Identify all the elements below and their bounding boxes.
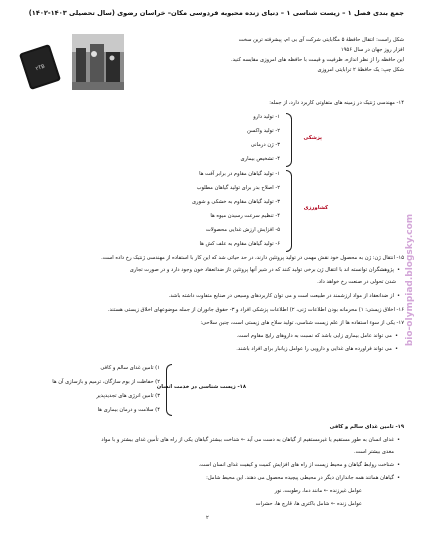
- intro-line-3: این حافظه را از نظر اندازه، ظرفیت و قیمت با حافظه های امروزی مقایسه کنید.: [230, 57, 404, 63]
- section19-line: عوامل زنده ← شامل باکتری ها، قارچ ها، حشرات: [255, 501, 362, 507]
- section19-line: • گیاهان همانند همه جانداران دیگر در محیطی پیچیده محصول می دهند. این محیط شامل:: [206, 476, 400, 481]
- section18-item: ۳) تامین انرژی های تجدیدپذیر: [96, 393, 160, 399]
- medical-brace: [286, 113, 292, 167]
- section19-line: • شناخت روابط گیاهان و محیط زیست از راه های افزایش کمیت و کیفیت غذای انسان است.: [198, 463, 400, 468]
- section17-item: • می تواند عامل بیماری زایی باشد که نسبت به داروهای رایج مقاوم است.: [237, 334, 398, 339]
- medical-label: پزشکی: [303, 135, 322, 141]
- hard-drive-photo: [18, 44, 62, 90]
- drive-label: ۲TB: [35, 63, 46, 73]
- section16-line: ۱۶- اخلاق زیستی: ۱) محرمانه بودن اطلاعات ژنی، ۲) اطلاعات پزشکی افراد و ۳- حقوق جانوران از جمله موضوعهای اخلاق زیستی هستند.: [107, 307, 404, 313]
- agri-brace: [286, 170, 292, 252]
- section15-line: شدن تحولی در صنعت رخ خواهد داد.: [317, 279, 396, 285]
- section19-line: مغذی بیشتر است.: [354, 449, 394, 455]
- section19-line: • غذای انسان به طور مستقیم یا غیرمستقیم از گیاهان به دست می آید ← شناخت بیشتر گیاهان یکی از راه های تأمین غذای بیشتر و با مواد: [101, 438, 400, 443]
- section14-heading: ۱۴- مهندسی ژنتیک در زمینه های متفاوتی کاربرد دارد، از جمله:: [269, 100, 404, 106]
- agri-item: ۱- تولید گیاهان مقاوم در برابر آفت ها: [199, 171, 280, 177]
- agri-item: ۴- تنظیم سرعت رسیدن میوه ها: [210, 213, 280, 219]
- intro-line-2: افزار روز جهان در سال ۱۹۵۶: [340, 47, 404, 53]
- section15-line: • پژوهشگران توانسته اند با انتقال ژن برخی تولید کنند که در شیر آنها پروتئین تاز ضدانعقاد خون وجود دارد و در صورت تجاری: [130, 268, 400, 273]
- watermark-text: bio-olympiad.blogsky.com: [405, 213, 415, 347]
- section15-line: • از ضدانعقاد از مواد ارزشمند در طبیعت است و می توان کاربردهای وسیعی در صنایع متفاوت داشته باشد.: [169, 294, 400, 299]
- agri-item: ۵- افزایش ارزش غذایی محصولات: [205, 227, 280, 233]
- intro-line-1: شکل راست: انتقال حافظهٔ ۵ مگابایتی شرکت آی بی ام، پیشرفته ترین سخت: [238, 37, 404, 43]
- agri-item: ۳- تولید گیاهان مقاوم به خشکی و شوری: [192, 199, 280, 205]
- section18-item: ۱) تامین غذای سالم و کافی: [100, 365, 160, 371]
- agri-label: کشاورزی: [303, 205, 328, 211]
- medical-item: ۳- ژن درمانی: [250, 142, 280, 148]
- agri-item: ۲- اصلاح بذر برای تولید گیاهان مطلوب: [196, 185, 280, 191]
- medical-item: ۱- تولید دارو: [253, 114, 280, 120]
- intro-line-4: شکل چپ: یک حافظهٔ ۲ ترابایتی امروزی: [317, 67, 404, 73]
- section18-item: ۲) حفاظت از بوم سازگان، ترمیم و بازسازی آن ها: [52, 379, 160, 385]
- section19-line: عوامل غیرزنده ← مانند دما، رطوبت، نور: [274, 488, 362, 494]
- agri-item: ۶- تولید گیاهان مقاوم به علف کش ها: [199, 241, 280, 247]
- medical-item: ۲- تولید واکسن: [247, 128, 280, 134]
- medical-item: ۴- تشخیص بیماری: [240, 156, 280, 162]
- ibm-storage-photo: [72, 34, 124, 90]
- section17-item: • می تواند فراورده های غذایی و دارویی را عوامل زیانبار برای افراد باشند.: [236, 347, 398, 352]
- section18-item: ۴) سلامت و درمان بیماری ها: [97, 407, 160, 413]
- section15-line: ۱۵- انتقال ژن: ژن به محصول خود نقش مهمی در تولید پروتئین دارند، در حد حیاتی شد که این کار با استفاده از مهندسی ژنتیک رخ داده است.: [101, 255, 404, 261]
- page-header: جمع بندی فصل ۱ – زیست شناسی ۱ – دنیای زنده محبوبه فردوسی مکان– خراسان رضوی (سال تحصیلی ۱۴۰۳-۱۴۰۲): [28, 9, 404, 17]
- section17-heading: ۱۷- یکی از سوء استفاده ها از علم زیست شناسی، تولید سلاح های زیستی است، چنین سلاحی:: [200, 320, 404, 326]
- page-number: ۲: [206, 515, 209, 521]
- watermark: [404, 60, 416, 500]
- section18-title: ۱۸- زیست شناسی در خدمت انسان: [156, 384, 246, 390]
- section19-heading: ۱۹- تامین غذای سالم و کافی: [329, 424, 404, 430]
